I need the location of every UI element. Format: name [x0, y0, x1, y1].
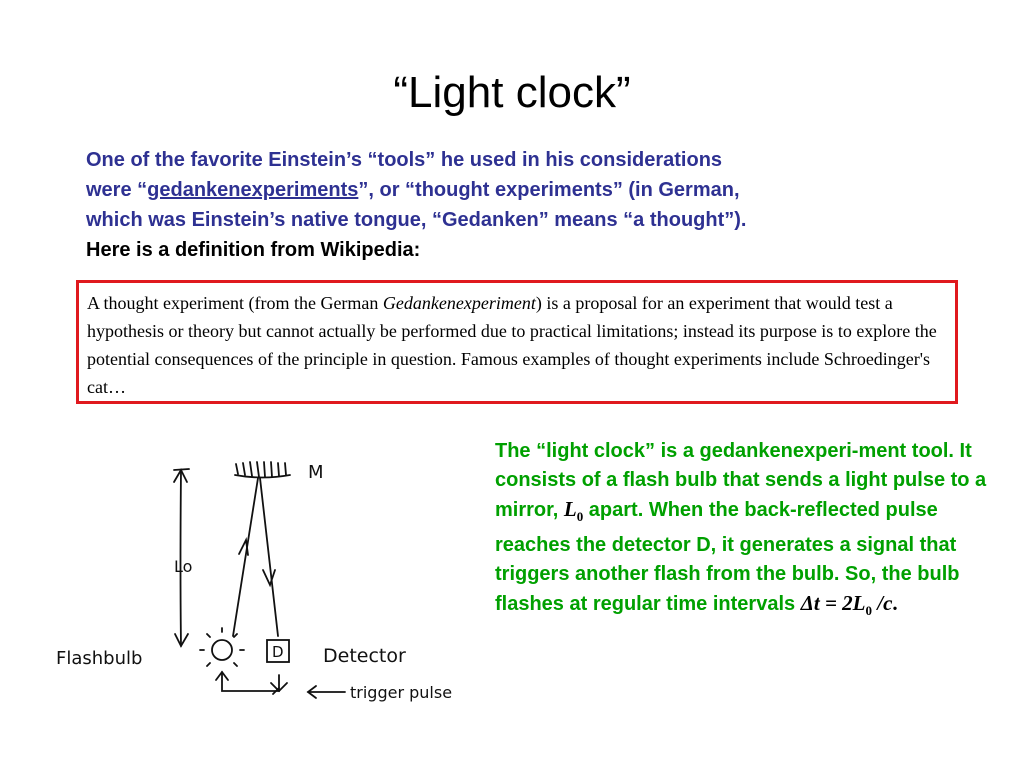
- detector-label: Detector: [323, 645, 406, 667]
- definition-italic-term: Gedankenexperiment: [382, 293, 536, 313]
- light-clock-diagram: [50, 450, 490, 720]
- trigger-pulse-label: trigger pulse: [350, 683, 453, 702]
- intro-line-3: which was Einstein’s native tongue, “Gedanken” means “a thought”).: [86, 209, 747, 231]
- intro-line-2a: were “: [86, 179, 148, 201]
- mirror-label: M: [308, 462, 324, 483]
- flashbulb-label: Flashbulb: [56, 648, 143, 669]
- description-text-1: The “light clock” is a gedankenexperi-ment tool. It consists of a flash bulb that sends a light pulse to a mirror,: [495, 440, 987, 521]
- light-path-up: [233, 478, 258, 636]
- intro-paragraph: [86, 145, 966, 265]
- detector-box-label: D: [272, 643, 284, 661]
- light-clock-description: [495, 437, 995, 625]
- trigger-path: [222, 672, 279, 691]
- period-formula: $\Delta t = 2L_0$ /c.: [800, 591, 898, 619]
- gedankenexperiments-link[interactable]: gedankenexperiments: [147, 179, 359, 201]
- distance-symbol: $L_0$: [563, 497, 584, 525]
- flashbulb-icon: [212, 640, 232, 660]
- mirror-icon: [235, 475, 290, 478]
- intro-line-1: One of the favorite Einstein’s “tools” he used in his considerations: [86, 149, 723, 171]
- definition-text-1: A thought experiment (from the German: [87, 293, 383, 313]
- definition-box: [76, 280, 958, 404]
- intro-line-4: Here is a definition from Wikipedia:: [86, 239, 421, 261]
- light-path-down: [260, 478, 278, 636]
- intro-line-2b: ”, or “thought experiments” (in German,: [358, 179, 740, 201]
- distance-label: Lo: [174, 557, 193, 576]
- slide-title: “Light clock”: [393, 68, 631, 117]
- definition-text-2: ) is a proposal for an experiment that would test a hypothesis or theory but cannot actually be performed due to practical limitations; instead its purpose is to explore the potential consequences of the principle in question. Famous examples of thought experiments include Schroedinger's cat…: [87, 293, 937, 397]
- description-text-2: apart. When the back-reflected pulse reaches the detector D, it generates a signal that triggers another flash from the bulb. So, the bulb flashes at regular time intervals: [495, 499, 960, 616]
